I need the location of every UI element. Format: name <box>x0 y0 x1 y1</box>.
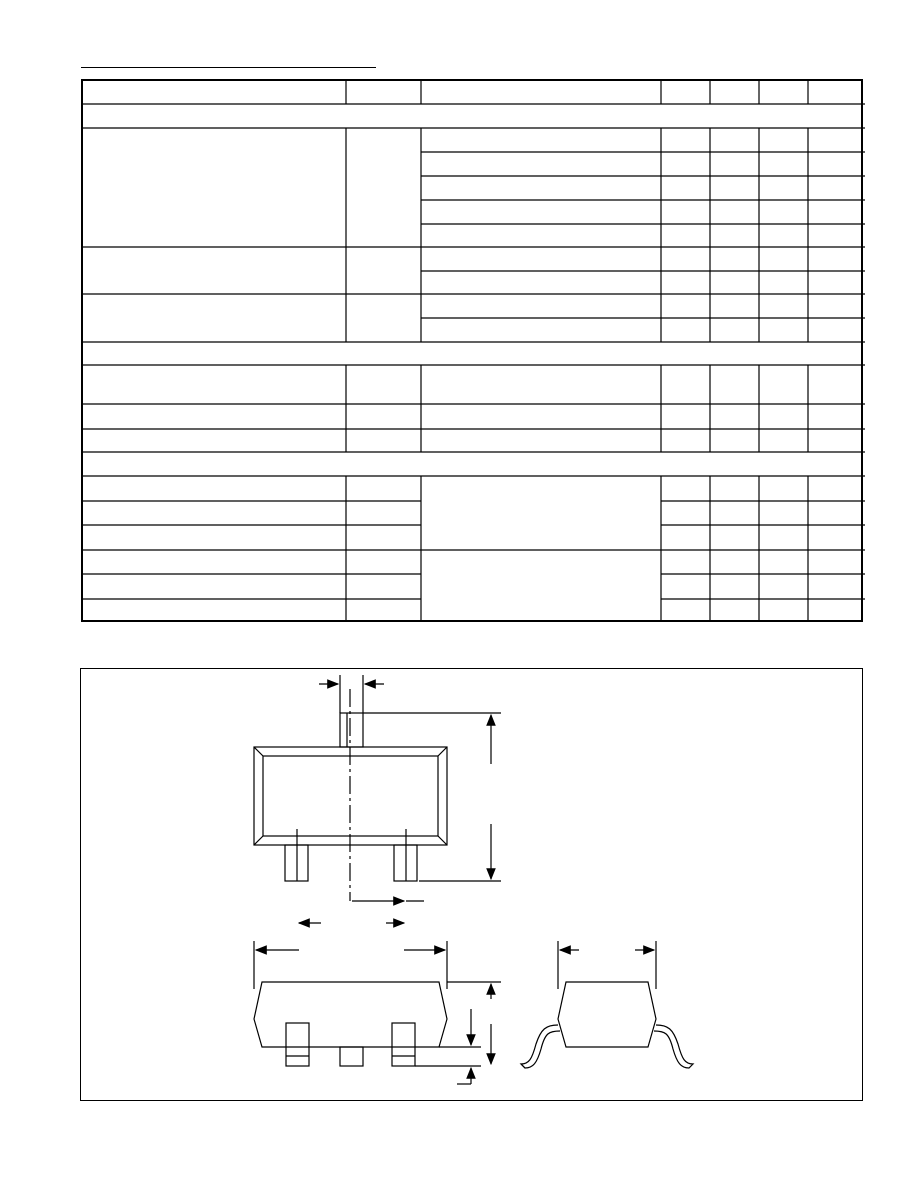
package-outline-drawing <box>80 668 863 1101</box>
package-outline-svg <box>81 669 864 1102</box>
table-grid <box>83 81 865 624</box>
top-view <box>254 675 501 923</box>
side-view <box>521 941 693 1068</box>
document-title-underline <box>81 67 376 68</box>
front-view <box>254 941 501 1084</box>
electrical-characteristics-table <box>81 79 863 622</box>
